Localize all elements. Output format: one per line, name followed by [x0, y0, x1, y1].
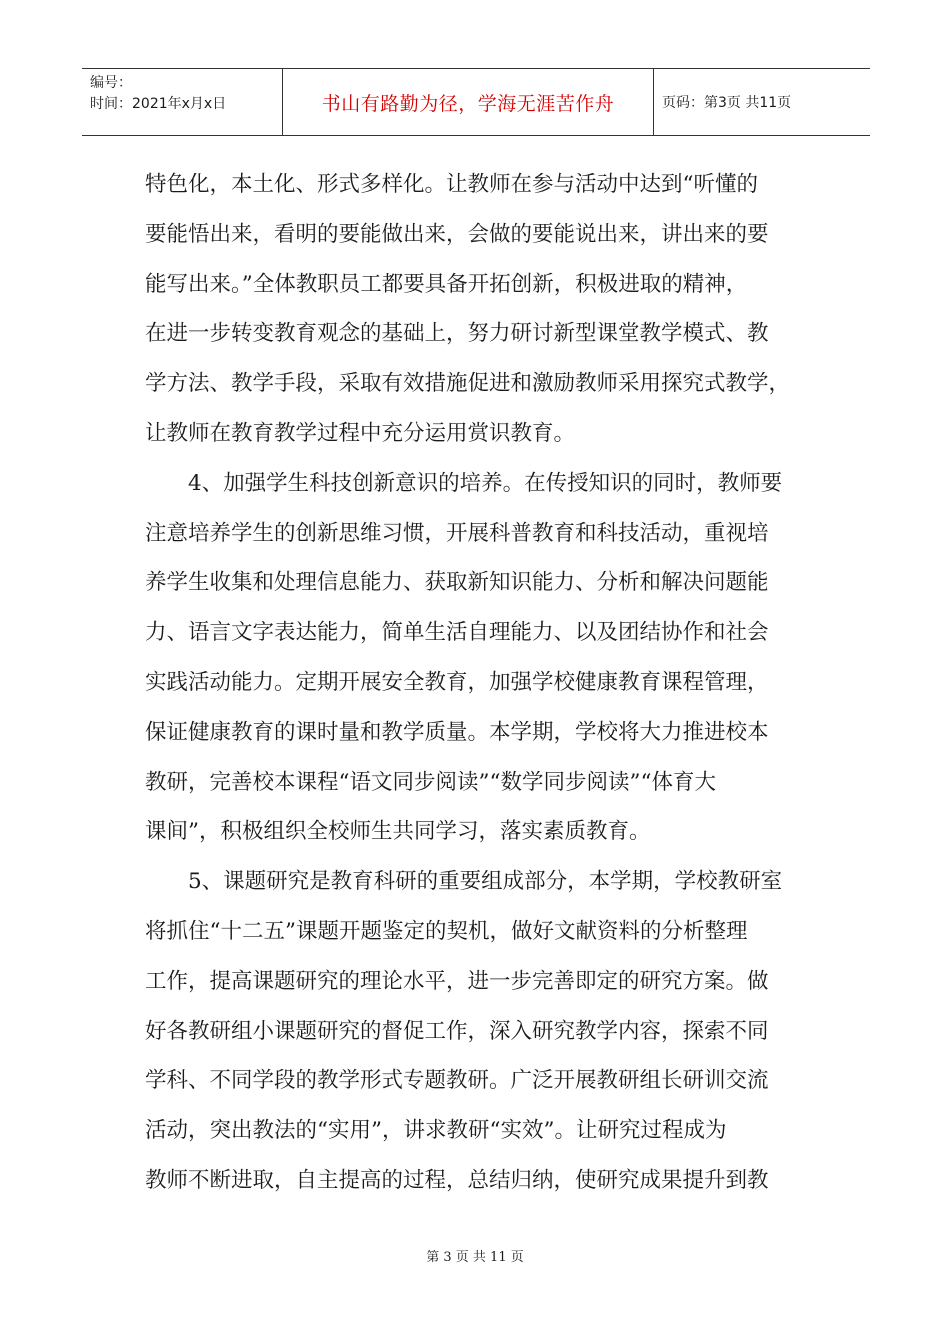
text-line: 活动，突出教法的“实用”，讲求教研“实效”。让研究过程成为 — [145, 1118, 727, 1144]
text-line: 注意培养学生的创新思维习惯，开展科普教育和科技活动，重视培 — [145, 520, 769, 546]
text-line: 实践活动能力。定期开展安全教育，加强学校健康教育课程管理， — [145, 669, 769, 695]
text-line: 工作，提高课题研究的理论水平，进一步完善即定的研究方案。做 — [145, 968, 769, 994]
header-meta-cell — [82, 69, 283, 135]
text-line: 教师不断进取，自主提高的过程，总结归纳，使研究成果提升到教 — [145, 1167, 769, 1193]
document-number-label: 编号： — [90, 75, 132, 91]
text-line: 在进一步转变教育观念的基础上，努力研讨新型课堂教学模式、教 — [145, 321, 769, 347]
text-line: 保证健康教育的课时量和教学质量。本学期，学校将大力推进校本 — [145, 719, 769, 745]
text-line: 将抓住“十二五”课题开题鉴定的契机，做好文献资料的分析整理 — [145, 918, 748, 944]
paragraph-3 — [145, 857, 810, 1206]
header-page-info: 页码：第3页 共11页 — [662, 95, 792, 111]
text-line: 课间”，积极组织全校师生共同学习，落实素质教育。 — [145, 819, 651, 845]
text-line: 养学生收集和处理信息能力、获取新知识能力、分析和解决问题能 — [145, 570, 769, 596]
document-header — [82, 68, 870, 136]
paragraph-1 — [145, 160, 810, 459]
text-line: 让教师在教育教学过程中充分运用赏识教育。 — [145, 420, 576, 446]
text-line: 能写出来。”全体教职员工都要具备开拓创新，积极进取的精神， — [145, 271, 748, 297]
document-body — [145, 160, 810, 1206]
document-time-label: 时间：2021年x月x日 — [90, 96, 227, 112]
paragraph-2 — [145, 459, 810, 857]
page-footer: 第 3 页 共 11 页 — [426, 1250, 524, 1265]
header-motto: 书山有路勤为径，学海无涯苦作舟 — [283, 69, 654, 135]
text-line: 5、课题研究是教育科研的重要组成部分，本学期，学校教研室 — [188, 869, 783, 895]
text-line: 好各教研组小课题研究的督促工作，深入研究教学内容，探索不同 — [145, 1018, 769, 1044]
text-line: 4、加强学生科技创新意识的培养。在传授知识的同时，教师要 — [188, 470, 783, 496]
text-line: 特色化，本土化、形式多样化。让教师在参与活动中达到“听懂的 — [145, 172, 758, 197]
text-line: 学方法、教学手段，采取有效措施促进和激励教师采用探究式教学， — [145, 371, 791, 397]
text-line: 教研，完善校本课程“语文同步阅读”“数学同步阅读”“体育大 — [145, 769, 716, 795]
text-line: 力、语言文字表达能力，简单生活自理能力、以及团结协作和社会 — [145, 620, 769, 646]
text-line: 学科、不同学段的教学形式专题教研。广泛开展教研组长研训交流 — [145, 1068, 769, 1094]
text-line: 要能悟出来，看明的要能做出来，会做的要能说出来，讲出来的要 — [145, 221, 769, 247]
